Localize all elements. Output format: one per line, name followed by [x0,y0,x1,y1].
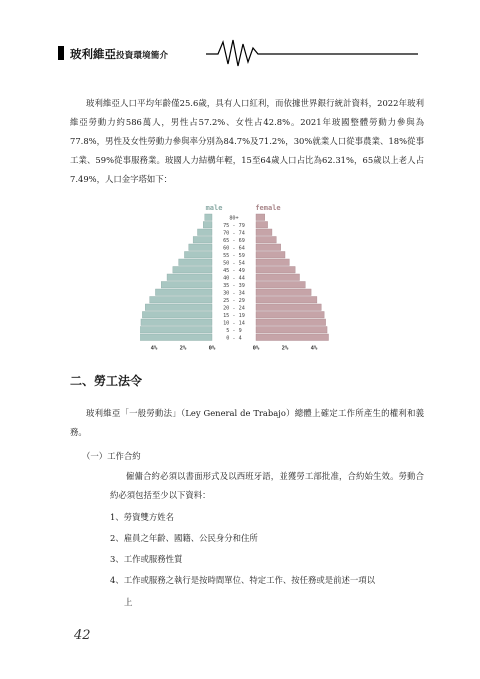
bar-male [140,327,212,334]
header-title [70,46,168,62]
bar-male [155,289,212,296]
x-tick-label: 2% [179,345,187,352]
bar-female [256,334,329,341]
header-title-main: 玻利維亞 [70,47,116,61]
age-label: 80+ [229,215,239,222]
bar-male [179,259,212,266]
list-item: 2、雇員之年齡、國籍、公民身分和住所 [110,533,258,543]
age-label: 55 - 59 [223,253,245,259]
contract-paragraph: 僱傭合約必須以書面形式及以西班牙語，並獲勞工部批准，合約始生效。勞動合約必須包括至少以下資料： [110,471,424,500]
bar-female [256,297,317,304]
x-tick-label: 0% [208,345,216,352]
age-label: 5 - 9 [226,328,242,334]
bar-female [256,274,300,281]
bar-male [205,214,212,221]
bar-male [145,304,212,311]
header-bar-left [58,46,64,60]
page-number: 42 [74,628,91,643]
bar-female [256,259,289,266]
labor-law-paragraph: 玻利維亞「一般勞動法」（Ley General de Trabajo）總體上確定工作所產生的權利和義務。 [70,408,424,437]
pyramid-age-labels [223,216,245,342]
bar-male [173,267,212,274]
bar-female [256,304,321,311]
age-label: 30 - 34 [223,290,245,297]
bar-female [256,289,311,296]
intro-paragraph: 玻利維亞人口平均年齡僅25.6歲，具有人口紅利，而依據世界銀行統計資料，2022年玻利維亞勞動力約586萬人，男性占57.2%、女性占42.8%。2021年玻國整體勞動力參與為77.8%，男性及女性勞動力參與率分別為84.7%及71.2%，30%就業人口從事農業、18%從事工業、59%從事服務業。玻國人力結構年輕，15至64歲人口占比為62.31%，65歲以上老人占7.49%，人口金字塔如下： [70,98,424,184]
age-label: 20 - 24 [223,305,245,312]
bar-male [140,334,212,341]
x-tick-label: 4% [310,345,318,352]
age-label: 40 - 44 [223,275,245,282]
bar-male [142,312,212,319]
age-label: 65 - 69 [223,238,245,244]
bar-female [256,214,265,221]
legend-male: male [205,204,223,212]
age-label: 75 - 79 [223,223,245,229]
bar-female [256,244,281,251]
page-header [58,34,430,74]
bar-female [256,282,305,289]
x-tick-label: 2% [281,345,289,352]
bar-male [189,244,212,251]
legend-female: female [255,204,281,212]
age-label: 25 - 29 [223,298,245,304]
age-label: 15 - 19 [223,313,245,319]
bar-female [256,222,268,229]
section-title-labor-law: 二、勞工法令 [70,374,143,388]
header-zigzag [206,40,418,66]
x-tick-label: 0% [252,345,260,352]
subsection-work-contract: （一）工作合約 [82,451,141,461]
age-label: 10 - 14 [223,320,245,327]
bar-male [203,222,212,229]
age-label: 60 - 64 [223,245,245,252]
list-item: 4、工作或服務之執行是按時間單位、特定工作、按任務或是前述一項以 [110,575,375,585]
bar-male [150,297,212,304]
pyramid-axis-ticks [151,346,318,352]
bar-female [256,237,276,244]
bar-male [161,282,212,289]
bar-female [256,229,272,236]
bar-male [193,237,212,244]
header-title-sub: 投資環境簡介 [116,51,169,61]
age-label: 50 - 54 [223,260,245,267]
bar-female [256,327,327,334]
bar-female [256,267,295,274]
bar-female [256,319,326,326]
bar-male [141,319,212,326]
age-label: 0 - 4 [226,335,242,342]
bar-female [256,252,285,259]
age-label: 70 - 74 [223,230,245,237]
bar-male [167,274,212,281]
population-pyramid-chart [140,202,340,362]
x-tick-label: 4% [150,345,158,352]
bar-female [256,312,324,319]
list-item-continuation: 上 [124,597,133,607]
list-item: 3、工作或服務性質 [110,554,183,564]
bar-male [198,229,213,236]
age-label: 35 - 39 [223,283,245,289]
list-item: 1、勞資雙方姓名 [110,512,174,522]
age-label: 45 - 49 [223,268,245,274]
bar-male [184,252,212,259]
